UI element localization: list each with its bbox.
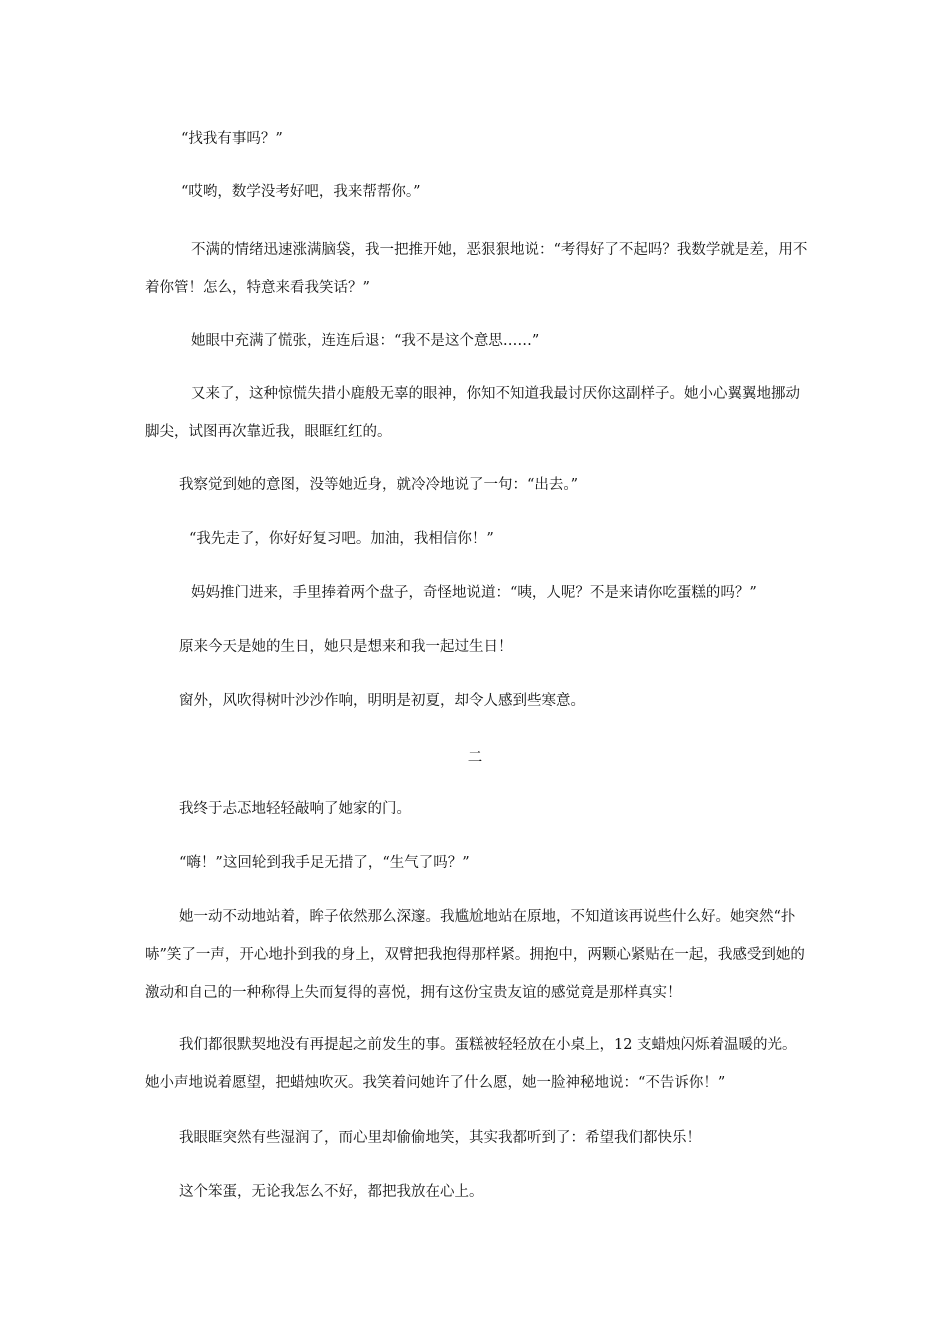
paragraph: 我察觉到她的意图，没等她近身，就冷冷地说了一句：“出去。” — [179, 477, 579, 493]
paragraph: 我终于忐忑地轻轻敲响了她家的门。 — [179, 801, 411, 817]
paragraph: 我们都很默契地没有再提起之前发生的事。蛋糕被轻轻放在小桌上，12 支蜡烛闪烁着温暖的光。她小声地说着愿望，把蜡烛吹灭。我笑着问她许了什么愿，她一脸神秘地说：“不告诉你！” — [145, 1037, 797, 1091]
paragraph: 窗外，风吹得树叶沙沙作响，明明是初夏，却令人感到些寒意。 — [179, 693, 585, 709]
paragraph: 这个笨蛋，无论我怎么不好，都把我放在心上。 — [179, 1184, 484, 1200]
paragraph: 她一动不动地站着，眸子依然那么深邃。我尴尬地站在原地，不知道该再说些什么好。她突然“扑哧”笑了一声，开心地扑到我的身上，双臂把我抱得那样紧。拥抱中，两颗心紧贴在一起，我感受到她的激动和自己的一种称得上失而复得的喜悦，拥有这份宝贵友谊的感觉竟是那样真实！ — [145, 909, 805, 1001]
paragraph: 又来了，这种惊慌失措小鹿般无辜的眼神，你知不知道我最讨厌你这副样子。她小心翼翼地挪动脚尖，试图再次靠近我，眼眶红红的。 — [145, 386, 800, 440]
paragraph: “哎哟，数学没考好吧，我来帮帮你。” — [181, 184, 421, 200]
paragraph: 原来今天是她的生日，她只是想来和我一起过生日！ — [179, 639, 513, 655]
section-heading: 二 — [467, 750, 483, 766]
paragraph: “我先走了，你好好复习吧。加油，我相信你！” — [189, 531, 494, 547]
paragraph: “找我有事吗？” — [181, 131, 283, 147]
paragraph: 妈妈推门进来，手里捧着两个盘子，奇怪地说道：“咦，人呢？不是来请你吃蛋糕的吗？” — [191, 585, 757, 601]
paragraph: 我眼眶突然有些湿润了，而心里却偷偷地笑，其实我都听到了：希望我们都快乐！ — [179, 1130, 701, 1146]
paragraph: 她眼中充满了慌张，连连后退：“我不是这个意思……” — [191, 333, 540, 349]
paragraph: 不满的情绪迅速涨满脑袋，我一把推开她，恶狠狠地说：“考得好了不起吗？我数学就是差，用不着你管！怎么，特意来看我笑话？” — [145, 242, 808, 296]
paragraph: “嗨！”这回轮到我手足无措了，“生气了吗？” — [179, 855, 470, 871]
